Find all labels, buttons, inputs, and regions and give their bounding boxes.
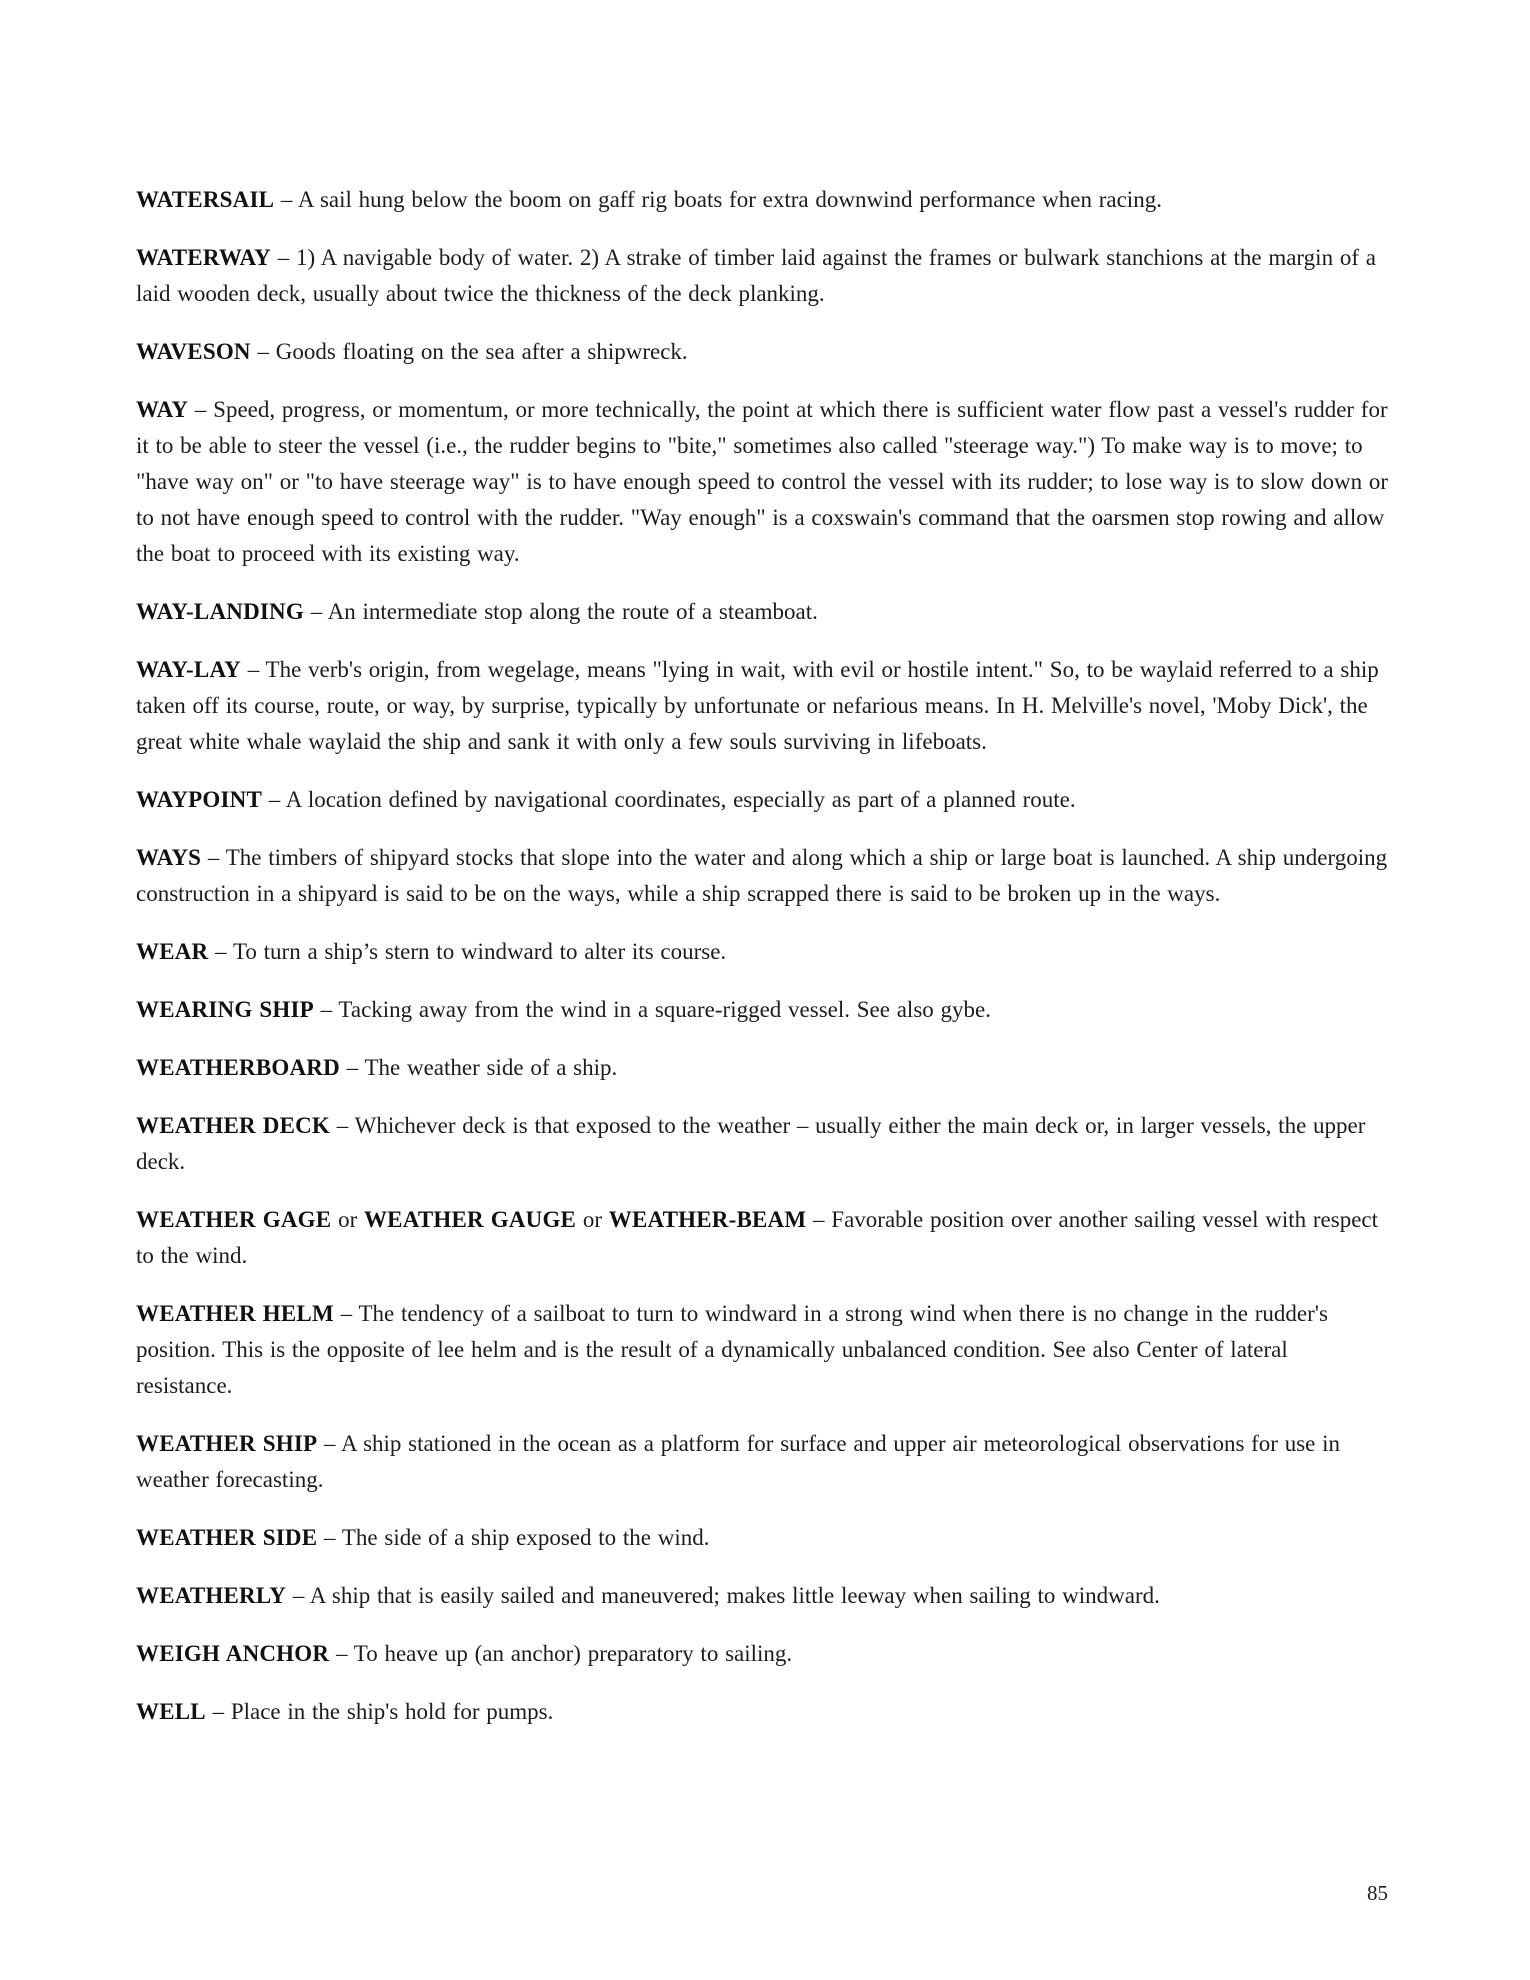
glossary-definition-text: – Place in the ship's hold for pumps.: [205, 1699, 554, 1724]
glossary-definition-text: – To heave up (an anchor) preparatory to sailing.: [329, 1641, 793, 1666]
glossary-entry: [136, 1296, 1390, 1404]
glossary-term: WEATHER SIDE: [136, 1525, 318, 1550]
glossary-entry: [136, 1636, 1390, 1672]
glossary-entry: [136, 1694, 1390, 1730]
glossary-definition-text: – Favorable position over another sailing vessel with respect to the wind.: [136, 1207, 1379, 1268]
glossary-definition-text: – An intermediate stop along the route of a steamboat.: [303, 599, 818, 624]
glossary-definition-text: – Speed, progress, or momentum, or more technically, the point at which there is sufficient water flow past a vessel's rudder for it to be able to steer the vessel (i.e., the rudder begins to "bite," sometimes also called "steerage way.") To make way is to move; to "have way on" or "to have steerage way" is to have enough speed to control the vessel with its rudder; to lose way is to slow down or to not have enough speed to control with the rudder. "Way enough" is a coxswain's command that the oarsmen stop rowing and allow the boat to proceed with its existing way.: [136, 397, 1388, 566]
glossary-definition-text: – A ship that is easily sailed and maneuvered; makes little leeway when sailing to windward.: [286, 1583, 1160, 1608]
glossary-term: WEATHER SHIP: [136, 1431, 318, 1456]
glossary-term: WEATHER DECK: [136, 1113, 331, 1138]
glossary-term: WAVESON: [136, 339, 251, 364]
glossary-definition-text: – Goods floating on the sea after a shipwreck.: [250, 339, 688, 364]
glossary-term: WEARING SHIP: [136, 997, 314, 1022]
glossary-term: WEATHER HELM: [136, 1301, 334, 1326]
glossary-term: WEATHERLY: [136, 1583, 287, 1608]
glossary-entry: [136, 1050, 1390, 1086]
glossary-entry: [136, 1520, 1390, 1556]
glossary-term: WAYS: [136, 845, 202, 870]
glossary-definition-text: – The timbers of shipyard stocks that slope into the water and along which a ship or large boat is launched. A ship undergoing construction in a shipyard is said to be on the ways, while a ship scrapped there is said to be broken up in the ways.: [136, 845, 1388, 906]
glossary-entry: [136, 840, 1390, 912]
glossary-entry: [136, 992, 1390, 1028]
glossary-term: WATERWAY: [136, 245, 271, 270]
glossary-definition-text: – The weather side of a ship.: [339, 1055, 618, 1080]
glossary-term: WEATHER GAGE: [136, 1207, 332, 1232]
glossary-definition-text: – The verb's origin, from wegelage, means "lying in wait, with evil or hostile intent." So, to be waylaid referred to a ship taken off its course, route, or way, by surprise, typically by unfortunate or nefarious means. In H. Melville's novel, 'Moby Dick', the great white whale waylaid the ship and sank it with only a few souls surviving in lifeboats.: [136, 657, 1379, 754]
glossary-term: WEATHER-BEAM: [608, 1207, 807, 1232]
glossary-term: WEATHERBOARD: [136, 1055, 340, 1080]
glossary-definition-text: – A sail hung below the boom on gaff rig boats for extra downwind performance when racing.: [274, 187, 1162, 212]
glossary-entry: [136, 1202, 1390, 1274]
glossary-definition-text: – Tacking away from the wind in a square-rigged vessel. See also gybe.: [313, 997, 991, 1022]
glossary-entry: [136, 934, 1390, 970]
glossary-definition-text: – The tendency of a sailboat to turn to windward in a strong wind when there is no change in the rudder's position. This is the opposite of lee helm and is the result of a dynamically unbalanced condition. See also Center of lateral resistance.: [136, 1301, 1328, 1398]
glossary-term: WEATHER GAUGE: [363, 1207, 577, 1232]
glossary-definition-text: or: [576, 1207, 609, 1232]
glossary-entry: [136, 1108, 1390, 1180]
glossary-entry: [136, 182, 1390, 218]
glossary-entry: [136, 1578, 1390, 1614]
glossary-entry: [136, 240, 1390, 312]
glossary-definition-text: – A location defined by navigational coordinates, especially as part of a planned route.: [262, 787, 1076, 812]
glossary-term: WATERSAIL: [136, 187, 275, 212]
glossary-entries: [136, 182, 1390, 1730]
glossary-entry: [136, 334, 1390, 370]
glossary-entry: [136, 594, 1390, 630]
glossary-term: WAY-LAY: [136, 657, 241, 682]
glossary-term: WAY-LANDING: [136, 599, 304, 624]
glossary-definition-text: – 1) A navigable body of water. 2) A strake of timber laid against the frames or bulwark stanchions at the margin of a laid wooden deck, usually about twice the thickness of the deck planking.: [136, 245, 1376, 306]
glossary-term: WAYPOINT: [136, 787, 262, 812]
glossary-entry: [136, 652, 1390, 760]
glossary-entry: [136, 782, 1390, 818]
glossary-definition-text: or: [331, 1207, 364, 1232]
page-number: 85: [1367, 1881, 1388, 1905]
glossary-entry: [136, 392, 1390, 572]
glossary-term: WELL: [136, 1699, 206, 1724]
glossary-definition-text: – The side of a ship exposed to the wind.: [317, 1525, 710, 1550]
glossary-term: WEIGH ANCHOR: [136, 1641, 330, 1666]
glossary-term: WEAR: [136, 939, 209, 964]
glossary-definition-text: – A ship stationed in the ocean as a platform for surface and upper air meteorological observations for use in weather forecasting.: [136, 1431, 1341, 1492]
glossary-term: WAY: [136, 397, 189, 422]
glossary-definition-text: – To turn a ship’s stern to windward to alter its course.: [208, 939, 727, 964]
glossary-definition-text: – Whichever deck is that exposed to the weather – usually either the main deck or, in larger vessels, the upper deck.: [136, 1113, 1366, 1174]
glossary-entry: [136, 1426, 1390, 1498]
